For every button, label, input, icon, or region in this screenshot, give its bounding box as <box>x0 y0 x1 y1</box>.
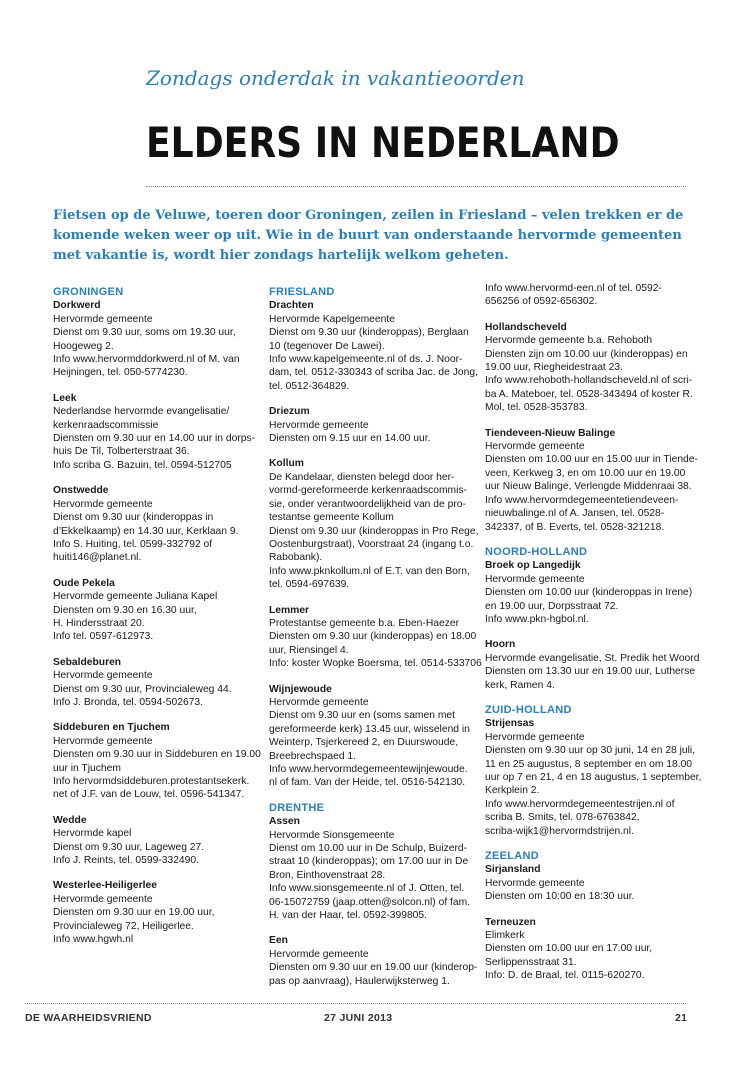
listing-line: tel. 0512-364829. <box>269 380 350 392</box>
listing-place-name: Kollum <box>269 458 304 470</box>
listing-entry <box>269 457 479 591</box>
listing-place-name: Wedde <box>53 814 87 826</box>
listing-line: Diensten om 9.15 uur en 14.00 uur. <box>269 433 431 445</box>
listing-line: d’Ekkelkaamp) en 14.30 uur, Kerklaan 9. <box>53 525 239 537</box>
listing-line: Diensten om 10.00 uur (kinderoppas in Irene) <box>485 587 693 599</box>
region-heading: DRENTHE <box>269 801 325 814</box>
listing-entry <box>269 815 473 922</box>
listing-line: Info hervormdsiddeburen.protestantsekerk. <box>53 776 250 787</box>
listing-line: Dienst om 9.30 uur, Lageweg 27. <box>53 841 205 853</box>
listing-line: Bron, Einthovenstraat 28. <box>269 869 386 881</box>
listing-line: Diensten zijn om 10.00 uur (kinderoppas) en <box>485 348 688 360</box>
listing-line: veen, Kerkweg 3, en om 10.00 uur en 19.00 <box>485 467 686 479</box>
listing-line: dam, tel. 0512-330343 of scriba Jac. de Jong, <box>269 367 478 379</box>
listing-line: scriba B. Smits, tel. 078-6763842, <box>485 812 640 824</box>
header-divider <box>146 186 686 187</box>
listing-line: Diensten om 10.00 uur en 17.00 uur, <box>485 943 653 955</box>
listing-place-name: Siddeburen en Tjuchem <box>53 722 170 734</box>
listing-line: testantse gemeente Kollum <box>269 512 394 524</box>
listing-place-name: Broek op Langedijk <box>485 560 581 572</box>
listing-line: 19.00 uur, Riegheidestraat 23. <box>485 362 623 374</box>
listing-line: Info www.hervormddorkwerd.nl of M. van <box>53 354 240 366</box>
region-heading: GRONINGEN <box>53 286 124 298</box>
listing-entry <box>485 321 693 415</box>
listing-line: Rabobank). <box>269 552 323 564</box>
listing-line: ba A. Mateboer, tel. 0528-343494 of koster R. <box>485 388 693 400</box>
region-heading: FRIESLAND <box>269 286 335 298</box>
listing-line: Hervormde gemeente <box>53 893 153 905</box>
listing-line: Info www.hervormdegemeentewijnjewoude. <box>269 764 468 775</box>
listing-place-name: Westerlee-Heiligerlee <box>53 880 157 892</box>
listing-line: nl of fam. Van der Heide, tel. 0516-542130. <box>269 777 466 789</box>
listing-line: Hervormde evangelisatie, St. Predik het Woord <box>485 652 700 664</box>
listing-line: Nederlandse hervormde evangelisatie/ <box>53 406 230 418</box>
listing-entry <box>53 577 253 644</box>
listing-line: Hervormde gemeente <box>269 419 369 431</box>
column-2 <box>269 284 482 1000</box>
listing-line: uur, Riensingel 4. <box>269 644 349 656</box>
listing-line: gereformeerde kerk) 13.45 uur, wisselend in <box>269 723 470 735</box>
listing-line: tel. 0594-697639. <box>269 579 350 591</box>
listing-line: 06-15072759 (jaap.otten@solcon.nl) of fam. <box>269 896 471 908</box>
listing-place-name: Leek <box>53 392 77 404</box>
page-subtitle: Zondags onderdak in vakantieoorden <box>146 66 525 90</box>
listing-line: 11 en 25 augustus, 8 september en om 18.00 <box>485 758 693 770</box>
listing-line: Dienst om 9.30 uur (kinderoppas), Berglaan <box>269 327 469 339</box>
listing-line: Hervormde gemeente <box>485 731 585 743</box>
listing-place-name: Oude Pekela <box>53 577 115 589</box>
listing-line: uur in Tjuchem <box>53 762 121 774</box>
listing-line: Diensten om 13.30 uur en 19.00 uur, Lutherse <box>485 666 696 678</box>
listing-line: pas op aanvraag), Haulerwijksterweg 1. <box>269 975 450 987</box>
listing-line: Serlippensstraat 31. <box>485 956 577 968</box>
listing-place-name: Sebaldeburen <box>53 656 122 668</box>
region-heading: ZUID-HOLLAND <box>485 703 572 716</box>
listing-entry <box>269 299 478 393</box>
listing-line: Info S. Huiting, tel. 0599-332792 of <box>53 538 213 550</box>
listing-line: nieuwbalinge.nl of A. Jansen, tel. 0528- <box>485 508 665 520</box>
listing-line: Info tel. 0597-612973. <box>53 631 154 643</box>
listing-place-name: Hoorn <box>485 639 516 651</box>
column-3 <box>485 282 702 995</box>
listing-line: Info www.hervormd-een.nl of tel. 0592- <box>485 283 662 294</box>
listing-place-name: Strijensas <box>485 718 535 730</box>
footer-date: 27 JUNI 2013 <box>324 1012 393 1024</box>
listing-line: Diensten om 9.30 uur en 19.00 uur, <box>53 907 215 919</box>
listing-line: Kerkplein 2. <box>485 785 540 797</box>
listing-line: Info www.hervormdegemeentetiendeveen- <box>485 494 679 506</box>
listing-line: 342337, of B. Everts, tel. 0528-321218. <box>485 521 665 533</box>
listing-line: Hervormde Kapelgemeente <box>269 313 395 325</box>
listing-line: Dienst om 9.30 uur (kinderoppas in <box>53 512 214 524</box>
listing-entry <box>53 656 253 710</box>
listing-entry <box>269 604 482 671</box>
listing-line: Hervormde gemeente b.a. Rehoboth <box>485 335 653 347</box>
listing-line: Info J. Bronda, tel. 0594-502673. <box>53 696 203 708</box>
footer-page-number: 21 <box>675 1012 688 1024</box>
listing-line: net of J.F. van de Louw, tel. 0596-541347. <box>53 789 245 801</box>
listing-place-name: Lemmer <box>269 604 310 616</box>
intro-paragraph: Fietsen op de Veluwe, toeren door Groningen, zeilen in Friesland – velen trekken er de komende weken weer op uit. Wie in de buurt van onderstaande hervormde gemeenten met vakantie is, wordt hier zondags hartelijk welkom geheten. <box>53 208 684 263</box>
listing-entry <box>485 916 690 983</box>
listing-line: kerk, Ramen 4. <box>485 679 555 691</box>
column-1 <box>53 284 261 958</box>
listing-line: Info www.hervormdegemeentestrijen.nl of <box>485 798 675 810</box>
listing-entry <box>485 559 693 626</box>
listing-line: Diensten om 10.00 uur en 15.00 uur in Tiende- <box>485 454 698 466</box>
listing-line: Dienst om 9.30 uur, Provincialeweg 44. <box>53 683 232 695</box>
listing-line: huiti146@planet.nl. <box>53 552 142 564</box>
page-title: ELDERS IN NEDERLAND <box>146 118 620 167</box>
listing-line: Diensten om 9.30 uur en 14.00 uur in dorps- <box>53 433 256 445</box>
listing-place-name: Terneuzen <box>485 916 536 928</box>
listing-line: Info scriba G. Bazuin, tel. 0594-512705 <box>53 459 232 471</box>
footer-divider <box>25 1003 686 1004</box>
listing-line: Hervormde gemeente <box>53 735 153 747</box>
region-heading: ZEELAND <box>485 850 540 863</box>
listing-line: Info: D. de Braal, tel. 0115-620270. <box>485 970 645 982</box>
listing-entry <box>269 683 473 790</box>
listing-line: Dienst om 9.30 uur, soms om 19.30 uur, <box>53 327 236 339</box>
listing-continuation <box>485 282 690 309</box>
listing-line: Info www.sionsgemeente.nl of J. Otten, tel. <box>269 883 465 895</box>
listing-place-name: Assen <box>269 816 300 828</box>
listing-line: Hervormde gemeente Juliana Kapel <box>53 591 218 603</box>
region-heading: NOORD-HOLLAND <box>485 545 588 558</box>
listing-line: Heijningen, tel. 050-5774230. <box>53 367 188 379</box>
listing-place-name: Wijnjewoude <box>269 683 332 695</box>
listing-line: Hervormde kapel <box>53 828 132 840</box>
listing-line: Diensten om 9.30 uur op 30 juni, 14 en 28 juli, <box>485 745 696 757</box>
listing-line: Diensten om 9.30 uur (kinderoppas) en 18.00 <box>269 631 477 643</box>
listing-line: sie, onder verantwoordelijkheid van de pro- <box>269 498 466 510</box>
listing-line: 10 (tegenover De Lawei). <box>269 340 385 352</box>
listing-line: Hervormde gemeente <box>269 696 369 708</box>
listing-place-name: Sirjansland <box>485 864 541 876</box>
listing-line: uur op 7 en 21, 4 en 18 augustus, 1 september, <box>485 772 702 783</box>
listing-line: Info www.kapelgemeente.nl of ds. J. Noor- <box>269 354 463 366</box>
listing-line: Protestantse gemeente b.a. Eben-Haezer <box>269 617 460 629</box>
listing-line: Weinterp, Tsjerkereed 2, en Duurswoude, <box>269 737 459 749</box>
listing-line: Info www.pkn-hgbol.nl. <box>485 613 589 625</box>
listing-line: H. Hindersstraat 20. <box>53 617 145 629</box>
listing-place-name: Onstwedde <box>53 485 109 497</box>
listing-line: Hervormde gemeente <box>53 670 153 682</box>
listing-line: Hervormde Sionsgemeente <box>269 829 395 841</box>
listing-entry <box>485 427 698 534</box>
listing-line: huis De Til, Tolberterstraat 36. <box>53 446 190 458</box>
listing-line: Hervormde gemeente <box>269 948 369 960</box>
listing-entry <box>53 484 253 564</box>
listing-line: Elimkerk <box>485 930 525 942</box>
listing-place-name: Hollandscheveld <box>485 321 567 333</box>
listing-entry <box>485 717 702 838</box>
listing-place-name: Een <box>269 935 288 947</box>
listing-line: Dienst om 9.30 uur en (soms samen met <box>269 710 455 722</box>
listing-entry <box>53 299 253 379</box>
listing-line: Info J. Reints, tel. 0599-332490. <box>53 855 199 867</box>
listing-line: Hervormde gemeente <box>485 573 585 585</box>
listing-entry <box>53 721 261 801</box>
listing-entry <box>269 934 478 988</box>
listing-line: Info www.rehoboth-hollandscheveld.nl of scri- <box>485 375 693 387</box>
listing-line: Diensten om 9.30 en 16.30 uur, <box>53 604 197 616</box>
listing-line: straat 10 (kinderoppas); om 17.00 uur in De <box>269 856 469 868</box>
listing-line: Dienst om 9.30 uur (kinderoppas in Pro Rege, <box>269 525 479 537</box>
listing-entry <box>485 863 690 903</box>
listing-line: Dienst om 10.00 uur in De Schulp, Buizerd- <box>269 843 468 855</box>
listing-line: De Kandelaar, diensten belegd door her- <box>269 471 455 483</box>
listing-line: kerkenraadscommissie <box>53 419 159 431</box>
footer-publication: DE WAARHEIDSVRIEND <box>25 1012 152 1024</box>
listing-entry <box>53 814 253 868</box>
listing-entry <box>53 392 256 472</box>
listing-line: Hoogeweg 2. <box>53 340 114 352</box>
listing-line: Hervormde gemeente <box>485 441 585 453</box>
listing-line: vormd-gereformeerde kerkenraadscommis- <box>269 485 467 497</box>
listing-line: en 19.00 uur, Dorpsstraat 72. <box>485 600 619 612</box>
listing-line: Diensten om 9.30 uur en 19.00 uur (kinderop- <box>269 962 478 974</box>
listing-line: Hervormde gemeente <box>53 498 153 510</box>
listing-line: 656256 of 0592-656302. <box>485 296 598 308</box>
listing-line: Provincialeweg 72, Heiligerlee. <box>53 920 194 932</box>
listing-line: uur Nieuw Balinge, Verlengde Middenraai 38. <box>485 481 692 493</box>
listing-entry <box>269 405 473 445</box>
listing-place-name: Tiendeveen-Nieuw Balinge <box>485 427 616 439</box>
listing-line: Diensten om 10:00 en 18:30 uur. <box>485 891 635 903</box>
listing-line: Info www.pknkollum.nl of E.T. van den Born, <box>269 565 470 577</box>
listing-place-name: Dorkwerd <box>53 300 101 312</box>
listing-entry <box>53 879 253 946</box>
listing-place-name: Driezum <box>269 406 310 418</box>
listing-line: Hervormde gemeente <box>53 313 153 325</box>
listing-line: Mol, tel. 0528-353783. <box>485 402 588 414</box>
listing-line: Info: koster Wopke Boersma, tel. 0514-533706 <box>269 658 482 670</box>
listing-entry <box>485 638 700 692</box>
listing-line: Oostenburgstraat), Voorstraat 24 (ingang t.o. <box>269 538 474 550</box>
listing-line: Diensten om 9.30 uur in Siddeburen en 19.00 <box>53 749 261 761</box>
listing-place-name: Drachten <box>269 300 314 312</box>
listing-line: Hervormde gemeente <box>485 877 585 889</box>
listing-line: Info www.hgwh.nl <box>53 934 134 946</box>
listing-line: scriba-wijk1@hervormdstrijen.nl. <box>485 825 634 837</box>
listing-line: Breebrechspaed 1. <box>269 750 357 762</box>
listing-line: H. van der Haar, tel. 0592-399805. <box>269 910 427 922</box>
